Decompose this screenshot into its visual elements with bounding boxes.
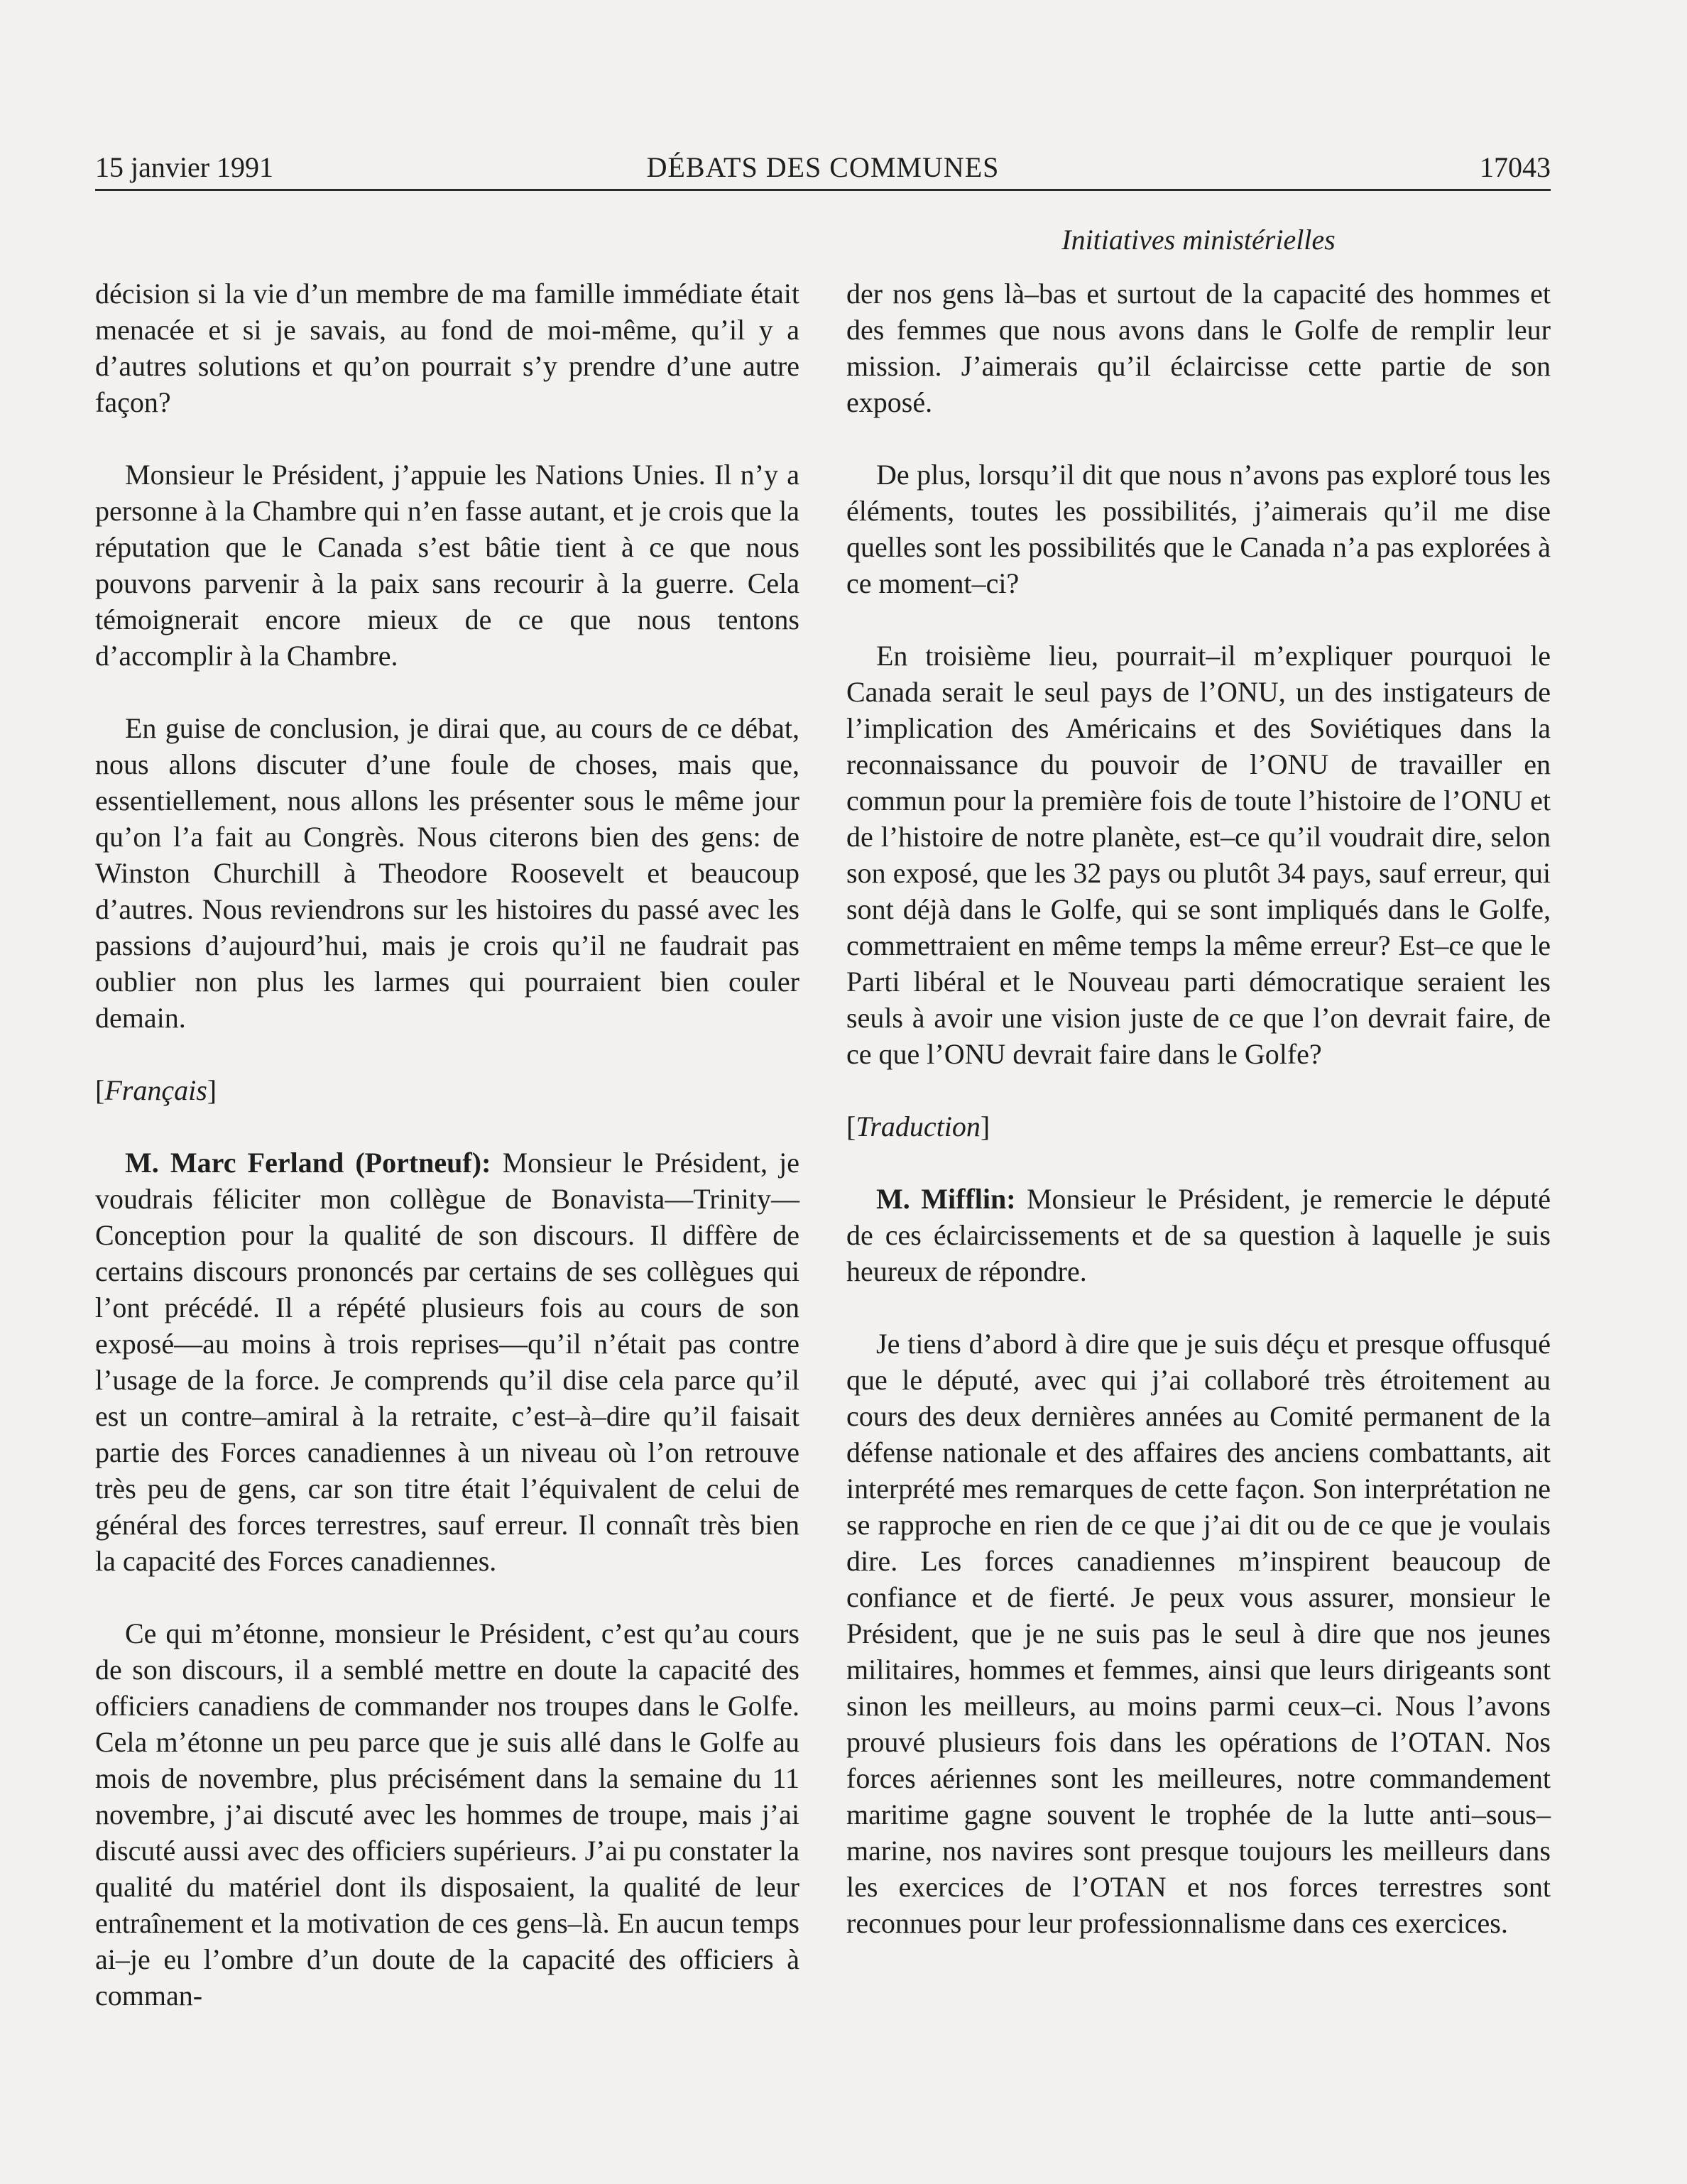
left-paragraph-5: Ce qui m’étonne, monsieur le Président, c’est qu’au cours de son discours, il a semblé mettre en doute la capacité des officiers canadiens de commander nos troupes dans le Golfe. Cela m’étonne un peu parce que je suis allé dans le Golfe au mois de novembre, plus précisément dans la semaine du 11 novembre, j’ai discuté avec les hommes de troupe, mais j’ai discuté aussi avec des officiers supérieurs. J’ai pu constater la qualité du matériel dont ils disposaient, la qualité de leur entraînement et la motivation de ces gens–là. En aucun temps ai–je eu l’ombre d’un doute de la capacité des officiers à comman- [95, 1617, 799, 2011]
language-tag-francais [95, 1072, 799, 1108]
speech-text: Monsieur le Président, je remercie le député de ces éclaircissements et de sa question à laquelle je suis heureux de répondre. [846, 1183, 1551, 1287]
right-paragraph-5: Je tiens d’abord à dire que je suis déçu et presque offusqué que le député, avec qui j’ai collaboré très étroitement au cours des deux dernières années au Comité permanent de la défense nationale et des affaires des anciens combattants, ait interprété mes remarques de cette façon. Son interprétation ne se rapproche en rien de ce que j’ai dit ou de ce que je voulais dire. Les forces canadiennes m’inspirent beaucoup de confiance et de fierté. Je peux vous assurer, monsieur le Président, que je ne suis pas le seul à dire que nos jeunes militaires, hommes et femmes, ainsi que leurs dirigeants sont sinon les meilleurs, au moins parmi ceux–ci. Nous l’avons prouvé plusieurs fois dans les opérations de l’OTAN. Nos forces aériennes sont les meilleures, notre commandement maritime gagne souvent le trophée de la lutte anti–sous–marine, nos navires sont presque toujours les meilleurs dans les exercices de l’OTAN et nos forces terrestres sont reconnues pour leur professionnalisme dans ces exercices. [846, 1328, 1551, 1939]
tag-word: Traduction [856, 1110, 981, 1142]
page-header [95, 146, 1551, 189]
tag-close-bracket: ] [207, 1074, 217, 1106]
header-rule [95, 189, 1551, 191]
header-date: 15 janvier 1991 [95, 151, 274, 183]
header-title: DÉBATS DES COMMUNES [646, 151, 1000, 183]
language-tag-traduction [846, 1108, 1551, 1145]
right-column [846, 275, 1551, 1977]
tag-open-bracket: [ [95, 1074, 105, 1106]
right-paragraph-4 [846, 1181, 1551, 1289]
section-label: Initiatives ministérielles [1061, 224, 1336, 256]
tag-close-bracket: ] [980, 1110, 990, 1142]
right-paragraph-2: De plus, lorsqu’il dit que nous n’avons pas exploré tous les éléments, toutes les possibilités, j’aimerais qu’il me dise quelles sont les possibilités que le Canada n’a pas explorées à ce moment–ci? [846, 459, 1551, 599]
header-page-number: 17043 [1480, 151, 1551, 183]
left-paragraph-2: Monsieur le Président, j’appuie les Nations Unies. Il n’y a personne à la Chambre qui n’en fasse autant, et je crois que la réputation que le Canada s’est bâtie tient à ce que nous pouvons parvenir à la paix sans recourir à la guerre. Cela témoignerait encore mieux de ce que nous tentons d’accomplir à la Chambre. [95, 459, 799, 672]
tag-word: Français [104, 1074, 207, 1106]
speaker-name: M. Mifflin: [876, 1183, 1016, 1215]
left-paragraph-1: décision si la vie d’un membre de ma famille immédiate était menacée et si je savais, au fond de moi-même, qu’il y a d’autres solutions et qu’on pourrait s’y prendre d’une autre façon? [95, 278, 799, 418]
left-column [95, 275, 799, 2050]
right-paragraph-1: der nos gens là–bas et surtout de la capacité des hommes et des femmes que nous avons dans le Golfe de remplir leur mission. J’aimerais qu’il éclaircisse cette partie de son exposé. [846, 278, 1551, 418]
left-paragraph-3: En guise de conclusion, je dirai que, au cours de ce débat, nous allons discuter d’une foule de choses, mais que, essentiellement, nous allons les présenter sous le même jour qu’on l’a fait au Congrès. Nous citerons bien des gens: de Winston Churchill à Theodore Roosevelt et beaucoup d’autres. Nous reviendrons sur les histoires du passé avec les passions d’aujourd’hui, mais je crois qu’il ne faudrait pas oublier non plus les larmes qui pourraient bien couler demain. [95, 712, 799, 1034]
left-paragraph-4 [95, 1145, 799, 1579]
speech-text: Monsieur le Président, je voudrais féliciter mon collègue de Bonavista—Trinity—Conception pour la qualité de son discours. Il diffère de certains discours prononcés par certains de ses collègues qui l’ont précédé. Il a répété plusieurs fois au cours de son exposé—au moins à trois reprises—qu’il n’était pas contre l’usage de la force. Je comprends qu’il dise cela parce qu’il est un contre–amiral à la retraite, c’est–à–dire qu’il faisait partie des Forces canadiennes à un niveau où l’on retrouve très peu de gens, car son titre était l’équivalent de celui de général des forces terrestres, sauf erreur. Il connaît très bien la capacité des Forces canadiennes. [95, 1147, 799, 1577]
tag-open-bracket: [ [846, 1110, 856, 1142]
speaker-name: M. Marc Ferland (Portneuf): [125, 1147, 491, 1179]
right-paragraph-3: En troisième lieu, pourrait–il m’expliquer pourquoi le Canada serait le seul pays de l’ONU, un des instigateurs de l’implication des Américains et des Soviétiques dans la reconnaissance du pouvoir de l’ONU de travailler en commun pour la première fois de toute l’histoire de l’ONU et de l’histoire de notre planète, est–ce qu’il voudrait dire, selon son exposé, que les 32 pays ou plutôt 34 pays, sauf erreur, qui sont déjà dans le Golfe, qui se sont impliqués dans le Golfe, commettraient en même temps la même erreur? Est–ce que le Parti libéral et le Nouveau parti démocratique seraient les seuls à avoir une vision juste de ce que l’on devrait faire, de ce que l’ONU devrait faire dans le Golfe? [846, 640, 1551, 1070]
